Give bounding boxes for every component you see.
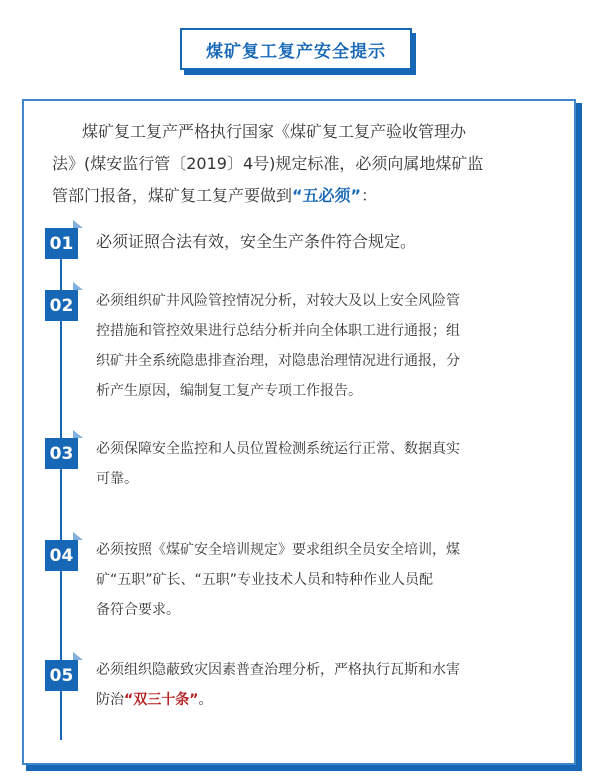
list-item (96, 286, 546, 406)
page-title: 煤矿复工复产安全提示 (180, 28, 412, 70)
item-text-line: 可靠。 (96, 471, 138, 487)
item-text-line (96, 685, 546, 715)
item-text-line: 必须组织隐蔽致灾因素普查治理分析，严格执行瓦斯和水害 (96, 662, 460, 678)
item-text-line: 矿“五职”矿长、“五职”专业技术人员和特种作业人员配 (96, 572, 434, 588)
item-number-badge: 02 (45, 290, 78, 321)
intro-line-1: 煤矿复工复产严格执行国家《煤矿复工复产验收管理办 (82, 122, 467, 141)
item-text-line: 织矿井全系统隐患排查治理，对隐患治理情况进行通报，分 (96, 353, 460, 369)
item-text-segment: 。 (198, 692, 213, 708)
double-thirty-highlight: “双三十条” (124, 692, 199, 708)
item-number-badge: 03 (45, 438, 78, 469)
item-number-badge: 01 (45, 228, 78, 259)
item-text-line: 必须组织矿井风险管控情况分析，对较大及以上安全风险管 (96, 293, 460, 309)
list-item (96, 655, 546, 715)
item-number-badge: 05 (45, 660, 78, 691)
intro-paragraph (52, 116, 562, 212)
intro-line-3-end: ： (361, 186, 378, 205)
item-text-line: 必须按照《煤矿安全培训规定》要求组织全员安全培训，煤 (96, 542, 460, 558)
item-text-line: 备符合要求。 (96, 602, 180, 618)
intro-line-2: 法》(煤安监行管〔2019〕4号)规定标准，必须向属地煤矿监 (52, 154, 484, 173)
list-item (96, 227, 546, 257)
intro-line-3-text: 管部门报备，煤矿复工复产要做到 (52, 186, 293, 205)
five-musts-highlight: “五必须” (292, 186, 362, 205)
list-item (96, 535, 546, 625)
intro-line-3 (52, 180, 562, 212)
list-item (96, 434, 546, 494)
item-text-line: 析产生原因，编制复工复产专项工作报告。 (96, 383, 362, 399)
item-text-line: 必须保障安全监控和人员位置检测系统运行正常、数据真实 (96, 441, 460, 457)
item-text-segment: 防治 (96, 692, 124, 708)
item-text-line: 控措施和管控效果进行总结分析并向全体职工进行通报；组 (96, 323, 460, 339)
item-text-line: 必须证照合法有效，安全生产条件符合规定。 (96, 232, 417, 251)
item-number-badge: 04 (45, 540, 78, 571)
title-banner (180, 28, 418, 76)
